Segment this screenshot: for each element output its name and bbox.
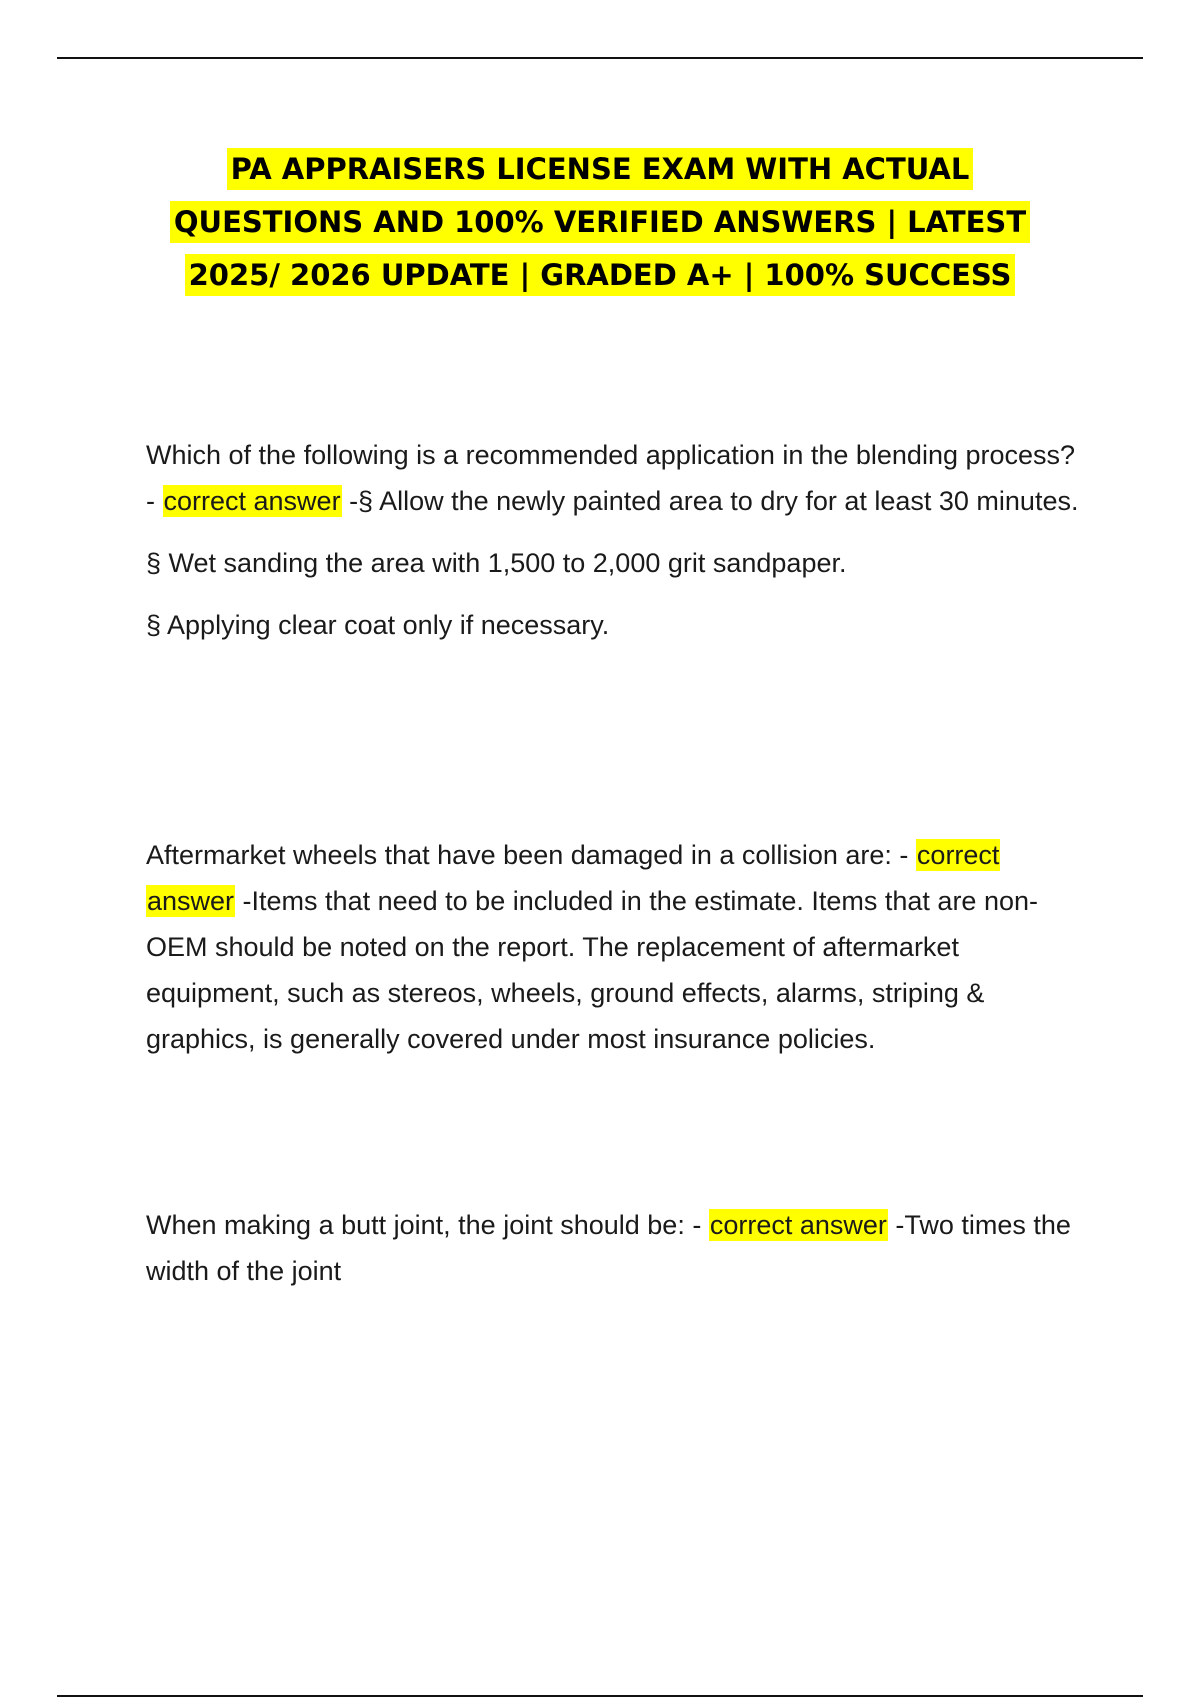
answer-extra-line: § Wet sanding the area with 1,500 to 2,000 grit sandpaper. bbox=[146, 548, 847, 578]
answer-extra-line: § Applying clear coat only if necessary. bbox=[146, 610, 610, 640]
question-text: Which of the following is a recommended application in the blending process? - bbox=[146, 440, 1076, 516]
question-text: When making a butt joint, the joint should be: - bbox=[146, 1210, 709, 1240]
qa-item bbox=[146, 432, 1086, 648]
qa-paragraph bbox=[146, 432, 1086, 524]
correct-answer-marker: correct answer bbox=[163, 486, 341, 516]
correct-answer-marker: correct answer bbox=[147, 840, 1000, 916]
answer-text: -Items that need to be included in the estimate. Items that are non-OEM should be noted on the report. The replacement of aftermarket equipment, such as stereos, wheels, ground effects, alarms, striping & graphics, is generally covered under most insurance policies. bbox=[146, 886, 1038, 1054]
question-text: Aftermarket wheels that have been damaged in a collision are: - bbox=[146, 840, 916, 870]
qa-item bbox=[146, 1202, 1086, 1294]
answer-text: -Two times the width of the joint bbox=[146, 1210, 1071, 1286]
qa-item bbox=[146, 832, 1086, 1062]
top-rule bbox=[57, 57, 1143, 59]
answer-text: -§ Allow the newly painted area to dry for at least 30 minutes. bbox=[341, 486, 1079, 516]
qa-paragraph bbox=[146, 1202, 1086, 1294]
qa-paragraph bbox=[146, 832, 1086, 1062]
bottom-rule bbox=[57, 1695, 1143, 1697]
correct-answer-marker: correct answer bbox=[709, 1210, 887, 1240]
title-highlight: PA APPRAISERS LICENSE EXAM WITH ACTUAL QUESTIONS AND 100% VERIFIED ANSWERS | LATEST 2025/ 2026 UPDATE | GRADED A+ | 100% SUCCESS bbox=[170, 148, 1030, 296]
document-title bbox=[150, 143, 1050, 302]
